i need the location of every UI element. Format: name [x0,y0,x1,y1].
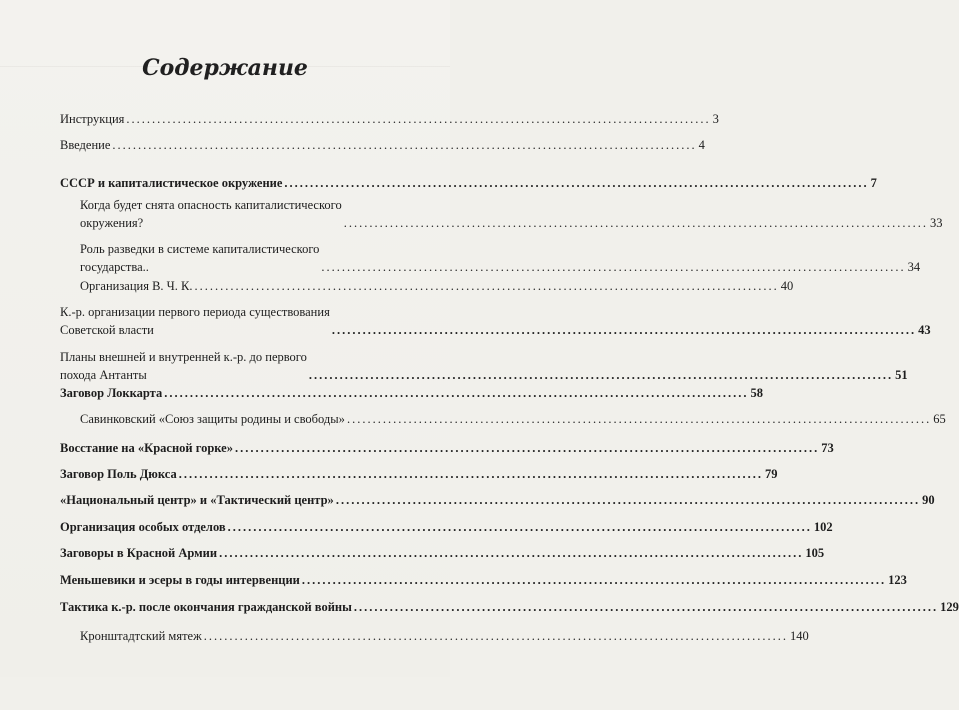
toc-page-number: 4 [698,138,705,152]
toc-entry[interactable] [60,439,834,457]
toc-page-number: 73 [821,441,834,455]
leader-dots: .................................................................................................................. [335,493,921,507]
leader-dots: .................................................................................................................. [203,629,788,643]
leader-dots: .................................................................................................................. [321,260,906,274]
toc-entry-title-line1: Планы внешней и внутренней к.-р. до первого [60,350,307,364]
toc-entry[interactable] [60,277,794,295]
toc-page-number: 123 [888,573,907,587]
toc-entry-title: Кронштадтский мятеж [80,629,202,643]
toc-entry[interactable] [60,465,778,483]
toc-entry-title: Заговор Поль Дюкса [60,467,177,481]
toc-page-number: 51 [895,368,908,382]
leader-dots: .................................................................................................................. [164,386,749,400]
toc-entry-title: Введение [60,138,111,152]
toc-page-number: 43 [918,323,931,337]
toc-entry-title: Организация В. Ч. К. [80,279,193,293]
toc-entry-title: СССР и капиталистическое окружение [60,176,283,190]
toc-page-number: 40 [780,279,794,293]
toc-entry-title: Заговоры в Красной Армии [60,546,218,560]
leader-dots: .................................................................................................................. [126,112,711,126]
toc-entry-title: Инструкция [60,112,125,126]
toc-entry[interactable] [60,544,825,562]
toc-entry[interactable] [60,348,908,384]
toc-entry[interactable] [60,598,959,616]
leader-dots: .................................................................................................................. [112,138,697,152]
toc-entry-title: Заговор Локкарта [60,386,163,400]
toc-entry[interactable] [60,571,907,589]
toc-entry[interactable] [60,196,943,232]
toc-entry[interactable] [60,110,719,128]
toc-entry[interactable] [60,303,931,339]
toc-entry[interactable] [60,240,921,276]
toc-entry-title: «Национальный центр» и «Тактический центр» [60,493,334,507]
toc-entry-title-line2: Советской власти [60,323,154,337]
toc-entry[interactable] [60,627,809,645]
toc-page-number: 79 [764,467,778,481]
leader-dots: .................................................................................................................. [178,467,763,481]
toc-entry-title-line1: К.-р. организации первого периода существования [60,305,330,319]
toc-page-number: 140 [789,629,809,643]
toc-page-number: 102 [813,520,833,534]
leader-dots: .................................................................................................................. [227,520,812,534]
toc-entry-title: Организация особых отделов [60,520,226,534]
toc-entry[interactable] [60,384,763,402]
toc-entry-title: Савинковский «Союз защиты родины и свободы» [80,412,345,426]
toc-entry[interactable] [60,410,946,428]
leader-dots: .................................................................................................................. [234,441,820,455]
leader-dots: .................................................................................................................. [343,216,928,230]
leader-dots: .................................................................................................................. [219,546,804,560]
leader-dots: .................................................................................................................. [301,573,887,587]
page-title: Содержание [142,55,308,81]
toc-entry-title-line2: окружения? [80,216,144,230]
toc-page-number: 90 [922,493,935,507]
toc-entry[interactable] [60,136,705,154]
toc-page-number: 3 [712,112,719,126]
leader-dots: .................................................................................................................. [308,368,894,382]
toc-entry[interactable] [60,518,833,536]
toc-entry[interactable] [60,491,935,509]
toc-entry-title-line2: государства.. [80,260,149,274]
leader-dots: .................................................................................................................. [353,600,939,614]
toc-entry-title: Меньшевики и эсеры в годы интервенции [60,573,300,587]
leader-dots: .................................................................................................................. [346,412,932,426]
toc-entry-title-line2: похода Антанты [60,368,147,382]
toc-page-number: 105 [805,546,825,560]
toc-entry-title: Восстание на «Красной горке» [60,441,233,455]
toc-page-number: 65 [933,412,946,426]
toc-entry-title-line1: Роль разведки в системе капиталистического [80,242,320,256]
toc-page-number: 129 [940,600,959,614]
toc-page-number: 7 [870,176,877,190]
leader-dots: .................................................................................................................. [194,279,779,293]
toc-page-number: 34 [907,260,921,274]
toc-page-number: 58 [750,386,763,400]
leader-dots: .................................................................................................................. [331,323,917,337]
toc-entry[interactable] [60,174,877,192]
toc-entry-title-line1: Когда будет снята опасность капиталистического [80,198,342,212]
toc-page-number: 33 [930,216,943,230]
leader-dots: .................................................................................................................. [284,176,869,190]
toc-entry-title: Тактика к.-р. после окончания гражданской войны [60,600,352,614]
